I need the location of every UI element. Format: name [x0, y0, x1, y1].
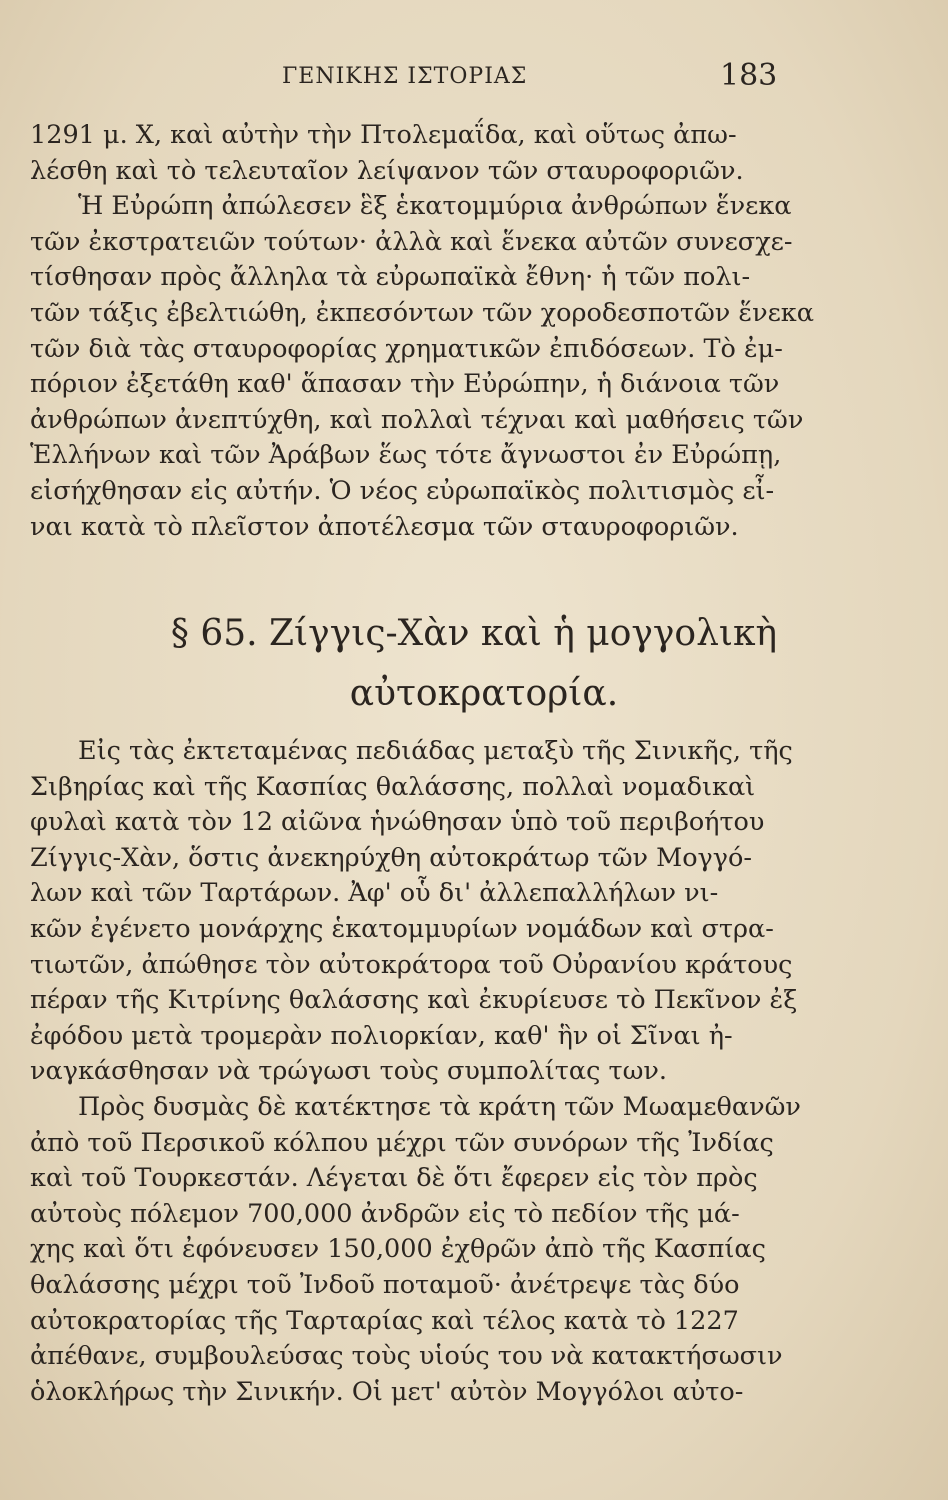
- page-header: [0, 58, 948, 98]
- text-line: ἀπὸ τοῦ Περσικοῦ κόλπου μέχρι τῶν συνόρων τῆς Ἰνδίας: [30, 1127, 774, 1158]
- text-line: αὐτοὺς πόλεμον 700,000 ἀνδρῶν εἰς τὸ πεδίον τῆς μά-: [30, 1198, 740, 1229]
- text-line: τίσθησαν πρὸς ἄλληλα τὰ εὐρωπαϊκὰ ἔθνη· ἡ τῶν πολι-: [30, 262, 751, 293]
- text-line: Ζίγγις-Χὰν, ὅστις ἀνεκηρύχθη αὐτοκράτωρ τῶν Μογγό-: [30, 842, 753, 873]
- text-line: τιωτῶν, ἀπώθησε τὸν αὐτοκράτορα τοῦ Οὐρανίου κράτους: [30, 949, 793, 980]
- body-text-upper: [30, 118, 814, 545]
- text-line: θαλάσσης μέχρι τοῦ Ἰνδοῦ ποταμοῦ· ἀνέτρεψε τὰς δύο: [30, 1269, 740, 1300]
- text-line: ναγκάσθησαν νὰ τρώγωσι τοὺς συμπολίτας των.: [30, 1056, 667, 1087]
- text-line: ἐφόδου μετὰ τρομερὰν πολιορκίαν, καθ' ἣν οἱ Σῖναι ἠ-: [30, 1020, 733, 1051]
- body-text-lower: [30, 734, 808, 1410]
- text-line: πόριον ἐξετάθη καθ' ἅπασαν τὴν Εὐρώπην, ἡ διάνοια τῶν: [30, 369, 780, 400]
- text-line: τῶν τάξις ἐβελτιώθη, ἐκπεσόντων τῶν χοροδεσποτῶν ἕνεκα: [30, 297, 814, 328]
- text-line: λέσθη καὶ τὸ τελευταῖον λείψανον τῶν σταυροφοριῶν.: [30, 155, 744, 186]
- text-line: Σιβηρίας καὶ τῆς Κασπίας θαλάσσης, πολλαὶ νομαδικαὶ: [30, 771, 756, 802]
- text-line: κῶν ἐγένετο μονάρχης ἑκατομμυρίων νομάδων καὶ στρα-: [30, 913, 774, 944]
- text-line: καὶ τοῦ Τουρκεστάν. Λέγεται δὲ ὅτι ἔφερεν εἰς τὸν πρὸς: [30, 1163, 758, 1194]
- text-line: Πρὸς δυσμὰς δὲ κατέκτησε τὰ κράτη τῶν Μωαμεθανῶν: [78, 1091, 801, 1122]
- text-line: εἰσήχθησαν εἰς αὐτήν. Ὁ νέος εὐρωπαϊκὸς πολιτισμὸς εἶ-: [30, 475, 775, 506]
- text-line: Εἰς τὰς ἐκτεταμένας πεδιάδας μεταξὺ τῆς Σινικῆς, τῆς: [78, 736, 793, 766]
- section-heading-line: αὐτοκρατορία.: [349, 673, 619, 714]
- section-heading-line: § 65. Ζίγγις-Χὰν καὶ ἡ μογγολικὴ: [170, 613, 778, 654]
- text-line: ἀπέθανε, συμβουλεύσας τοὺς υἱούς του νὰ κατακτήσωσιν: [30, 1341, 783, 1372]
- text-line: λων καὶ τῶν Ταρτάρων. Ἀφ' οὗ δι' ἀλλεπαλλήλων νι-: [30, 878, 719, 909]
- page-number: 183: [720, 58, 778, 93]
- text-line: ὁλοκλήρως τὴν Σινικήν. Οἱ μετ' αὐτὸν Μογγόλοι αὐτο-: [30, 1376, 744, 1407]
- text-line: ναι κατὰ τὸ πλεῖστον ἀποτέλεσμα τῶν σταυροφοριῶν.: [30, 511, 739, 542]
- text-line: τῶν διὰ τὰς σταυροφορίας χρηματικῶν ἐπιδόσεων. Τὸ ἐμ-: [30, 333, 783, 364]
- text-line: τῶν ἐκστρατειῶν τούτων· ἀλλὰ καὶ ἕνεκα αὐτῶν συνεσχε-: [30, 226, 793, 257]
- text-line: αὐτοκρατορίας τῆς Ταρταρίας καὶ τέλος κατὰ τὸ 1227: [30, 1305, 739, 1336]
- text-line: Ἑλλήνων καὶ τῶν Ἀράβων ἕως τότε ἄγνωστοι ἐν Εὐρώπῃ,: [30, 440, 782, 471]
- text-line: φυλαὶ κατὰ τὸν 12 αἰῶνα ἡνώθησαν ὑπὸ τοῦ περιβοήτου: [30, 807, 765, 838]
- text-line: πέραν τῆς Κιτρίνης θαλάσσης καὶ ἐκυρίευσε τὸ Πεκῖνον ἐξ: [30, 985, 798, 1016]
- text-line: 1291 μ. Χ, καὶ αὐτὴν τὴν Πτολεμαΐδα, καὶ οὕτως ἀπω-: [30, 120, 737, 150]
- text-line: χης καὶ ὅτι ἐφόνευσεν 150,000 ἐχθρῶν ἀπὸ τῆς Κασπίας: [30, 1234, 766, 1265]
- text-line: Ἡ Εὐρώπη ἀπώλεσεν ἓξ ἑκατομμύρια ἀνθρώπων ἕνεκα: [78, 191, 792, 222]
- text-line: ἀνθρώπων ἀνεπτύχθη, καὶ πολλαὶ τέχναι καὶ μαθήσεις τῶν: [30, 404, 804, 435]
- section-heading: [0, 604, 948, 724]
- running-title: ΓΕΝΙΚΗΣ ΙΣΤΟΡΙΑΣ: [282, 64, 528, 89]
